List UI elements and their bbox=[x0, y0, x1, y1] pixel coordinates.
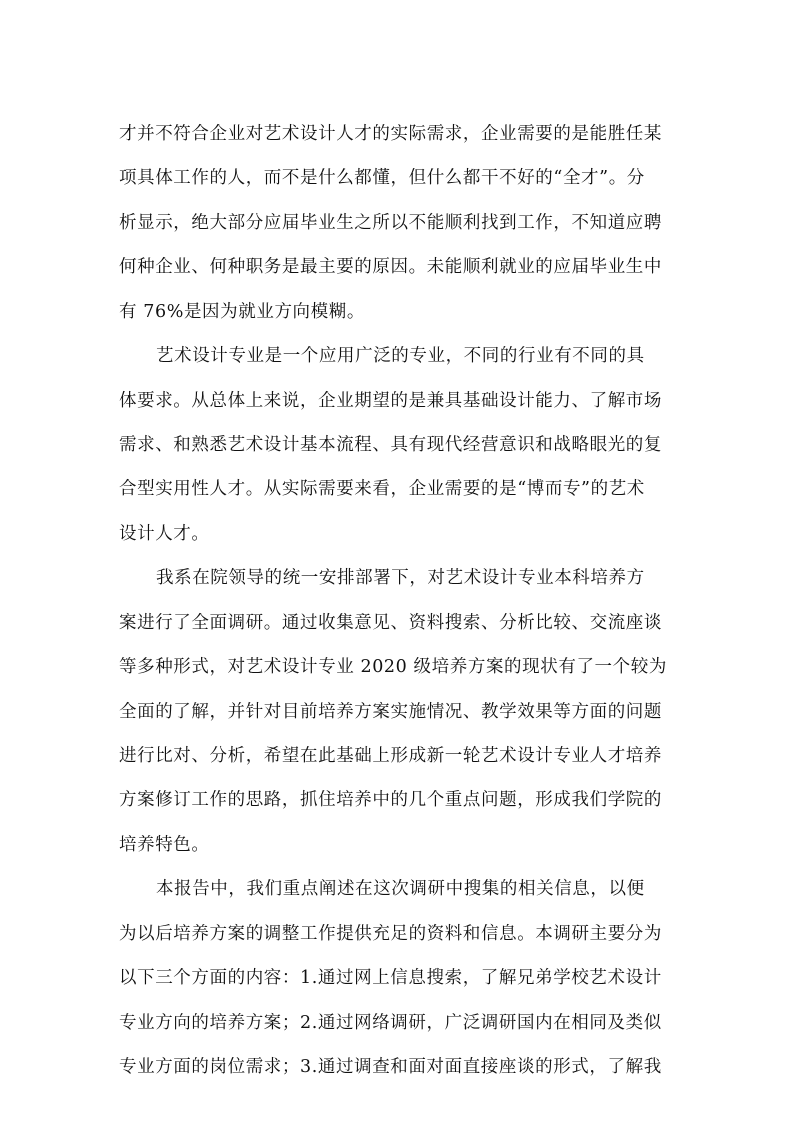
text-line: 设计人才。 bbox=[119, 524, 210, 544]
text-line: 需求、和熟悉艺术设计基本流程、具有现代经营意识和战略眼光的复 bbox=[119, 435, 662, 455]
text-line: 等多种形式，对艺术设计专业 2020 级培养方案的现状有了一个较为 bbox=[119, 657, 667, 677]
text-line: 培养特色。 bbox=[119, 835, 210, 855]
text-line: 案进行了全面调研。通过收集意见、资料搜索、分析比较、交流座谈 bbox=[119, 613, 662, 633]
text-line: 本报告中，我们重点阐述在这次调研中搜集的相关信息，以便 bbox=[156, 879, 645, 899]
text-line: 以下三个方面的内容：1.通过网上信息搜索，了解兄弟学校艺术设计 bbox=[119, 968, 662, 988]
text-line: 方案修订工作的思路，抓住培养中的几个重点问题，形成我们学院的 bbox=[119, 790, 662, 810]
text-line: 全面的了解，并针对目前培养方案实施情况、教学效果等方面的问题 bbox=[119, 702, 662, 722]
text-line: 有 76%是因为就业方向模糊。 bbox=[119, 302, 365, 322]
text-line: 我系在院领导的统一安排部署下，对艺术设计专业本科培养方 bbox=[156, 568, 645, 588]
text-line: 项具体工作的人，而不是什么都懂，但什么都干不好的“全才”。分 bbox=[119, 168, 645, 188]
text-line: 才并不符合企业对艺术设计人才的实际需求，企业需要的是能胜任某 bbox=[119, 124, 662, 144]
text-line: 进行比对、分析，希望在此基础上形成新一轮艺术设计专业人才培养 bbox=[119, 746, 662, 766]
text-line: 为以后培养方案的调整工作提供充足的资料和信息。本调研主要分为 bbox=[119, 924, 662, 944]
text-line: 何种企业、何种职务是最主要的原因。未能顺利就业的应届毕业生中 bbox=[119, 257, 662, 277]
text-line: 专业方面的岗位需求；3.通过调查和面对面直接座谈的形式，了解我 bbox=[119, 1057, 662, 1077]
text-line: 合型实用性人才。从实际需要来看，企业需要的是“博而专”的艺术 bbox=[119, 479, 645, 499]
text-line: 艺术设计专业是一个应用广泛的专业，不同的行业有不同的具 bbox=[156, 346, 645, 366]
text-line: 析显示，绝大部分应届毕业生之所以不能顺利找到工作，不知道应聘 bbox=[119, 213, 662, 233]
text-line: 体要求。从总体上来说，企业期望的是兼具基础设计能力、了解市场 bbox=[119, 391, 662, 411]
text-line: 专业方向的培养方案；2.通过网络调研，广泛调研国内在相同及类似 bbox=[119, 1013, 662, 1033]
